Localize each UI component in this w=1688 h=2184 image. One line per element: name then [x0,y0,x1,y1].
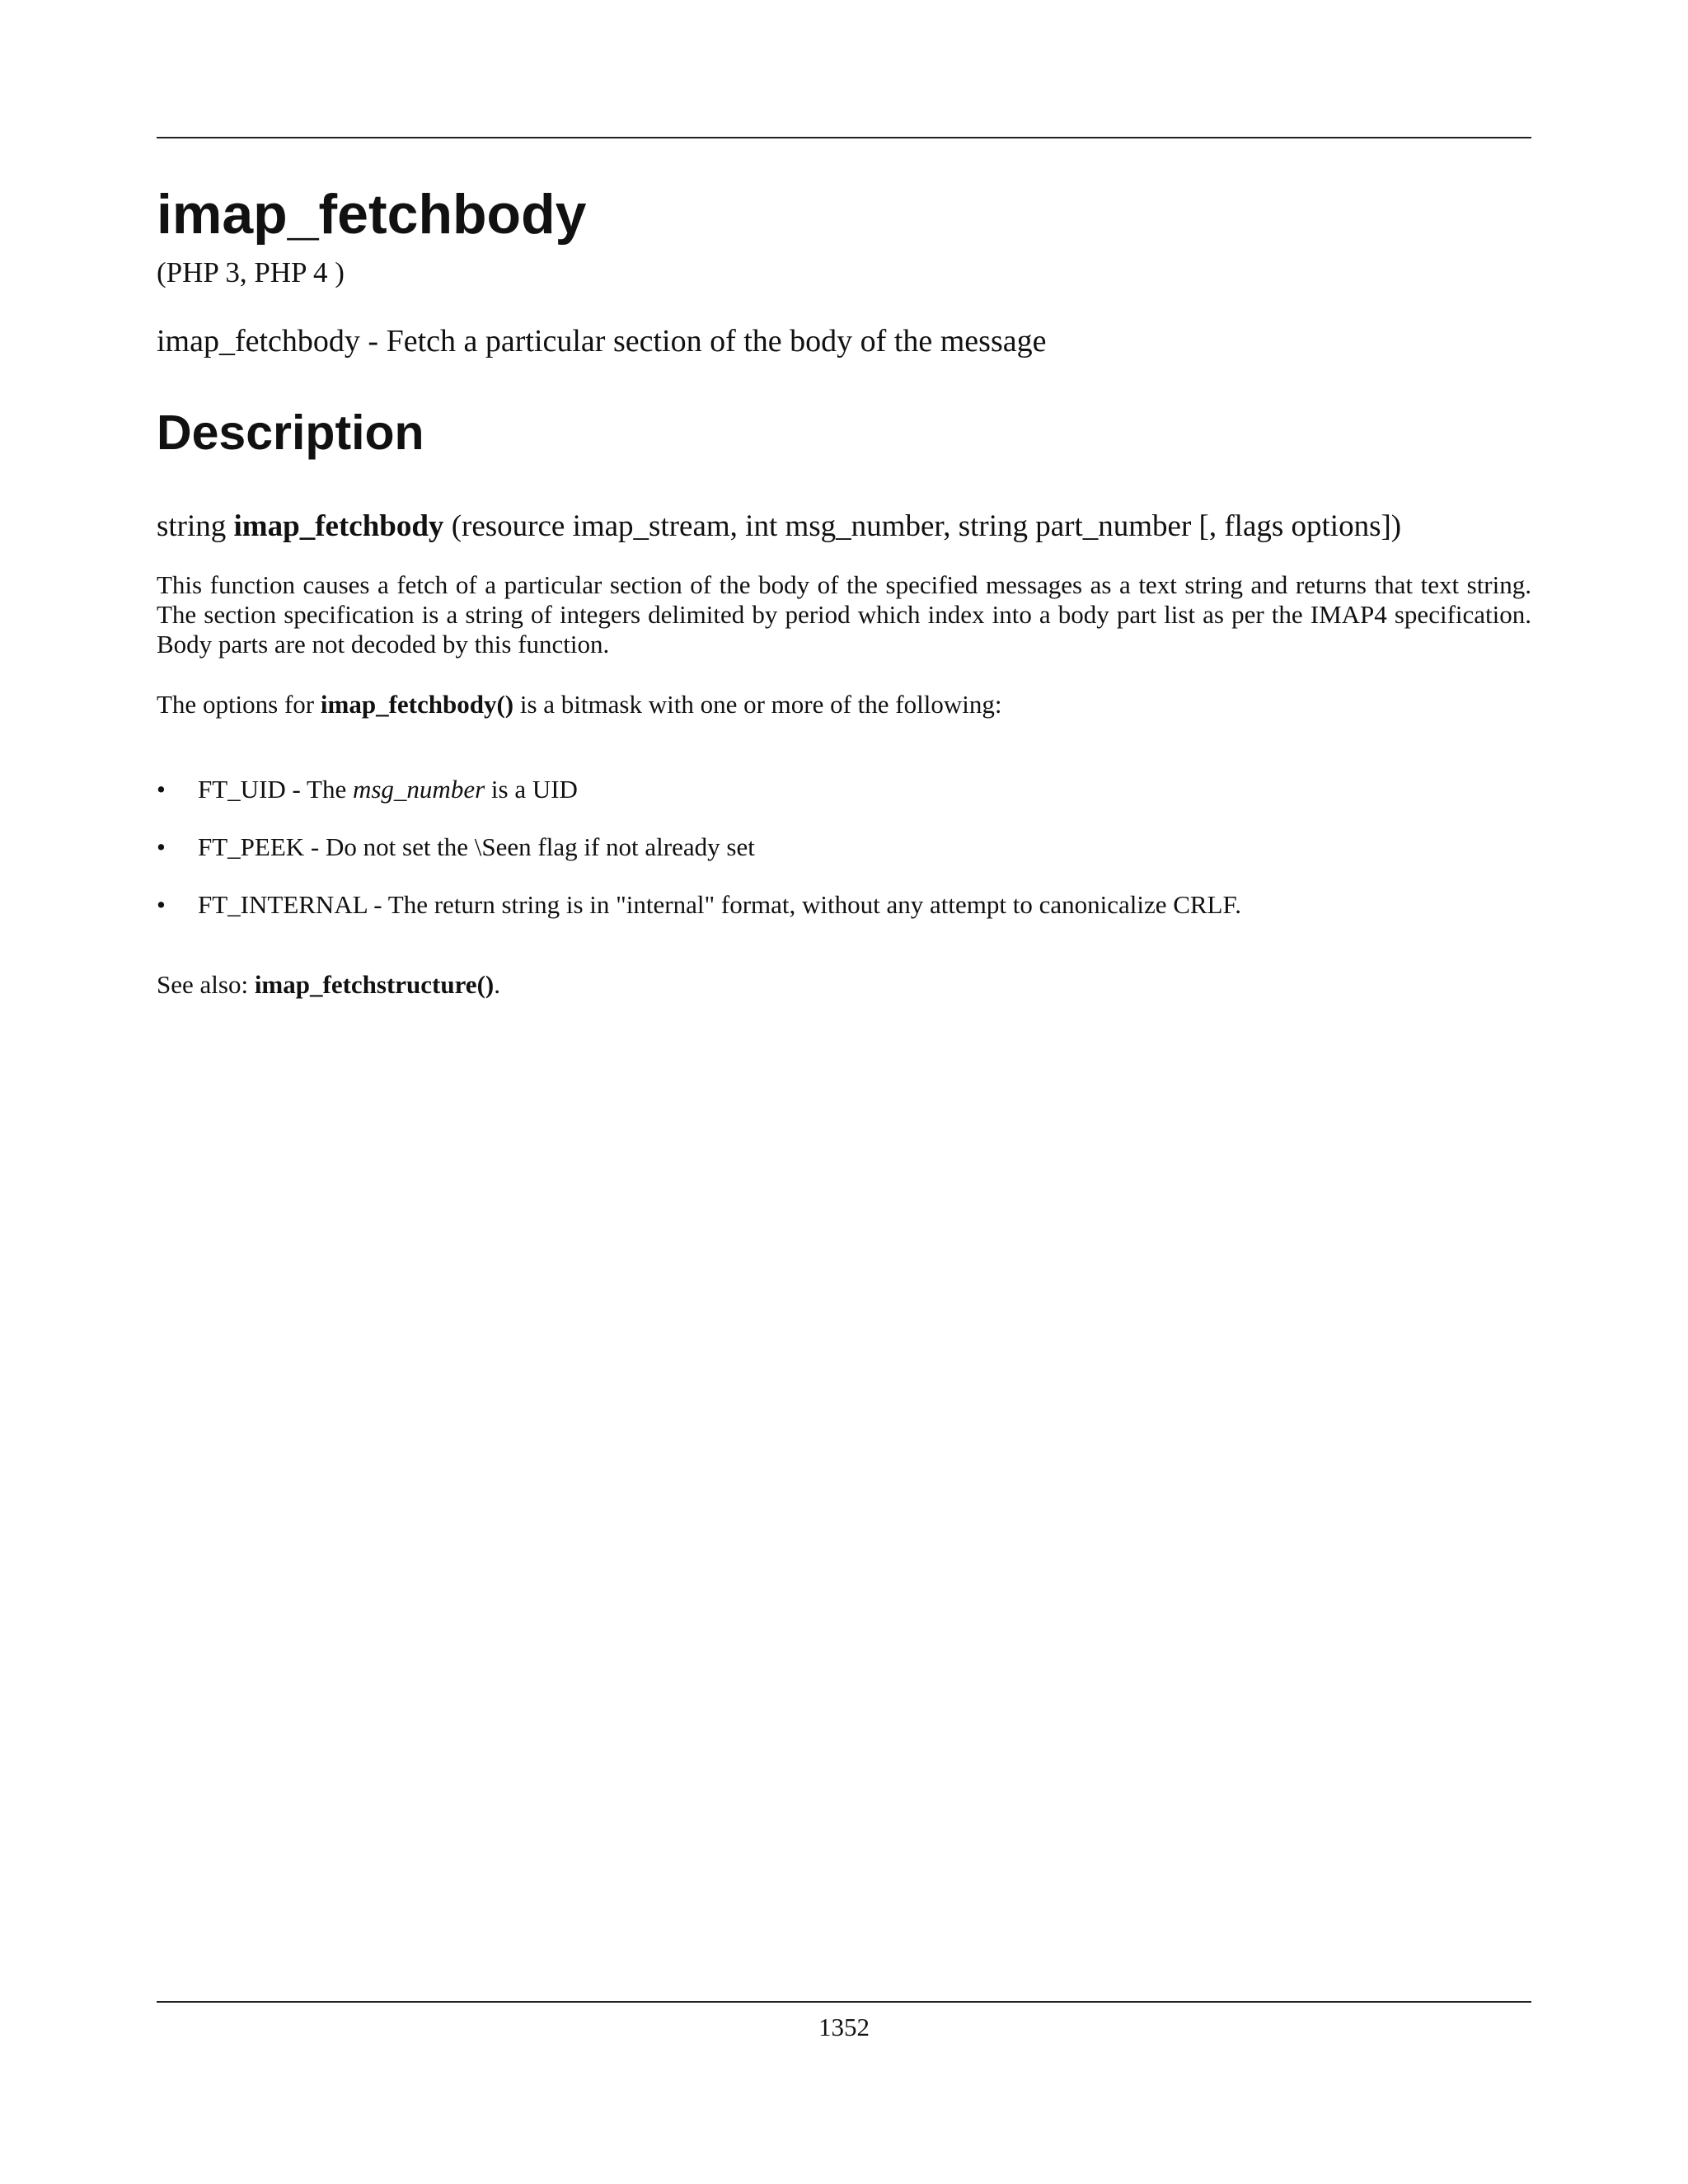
bottom-rule [157,2001,1531,2003]
options-intro-function: imap_fetchbody() [320,690,514,719]
bullet-icon: • [157,832,166,861]
list-item [157,890,1531,920]
option-ft-uid-parameter: msg_number [352,775,485,804]
see-also-period: . [494,970,500,999]
bullet-icon: • [157,890,166,919]
list-item [157,832,1531,862]
refname-purpose: imap_fetchbody - Fetch a particular section of the body of the message [157,324,1047,359]
options-intro-suffix: is a bitmask with one or more of the following: [519,690,1002,719]
options-intro-prefix: The options for [157,690,315,719]
description-heading: Description [157,405,424,460]
description-paragraph: This function causes a fetch of a particular section of the body of the specified messages as a text string and returns that text string. The section specification is a string of integers delimited by period which index into a body part list as per the IMAP4 specification. Body parts are not decoded by this function. [157,570,1531,658]
synopsis-params: (resource imap_stream, int msg_number, string part_number [, flags options]) [451,509,1402,543]
synopsis-return-type: string [157,509,227,543]
option-ft-uid-prefix: FT_UID - The [198,775,347,804]
options-intro-paragraph [157,690,1531,719]
option-ft-internal-text: FT_INTERNAL - The return string is in "internal" format, without any attempt to canonicalize CRLF. [198,890,1242,919]
function-synopsis [157,509,1401,545]
top-rule [157,137,1531,138]
option-ft-uid-suffix: is a UID [490,775,578,804]
page-number: 1352 [818,2013,870,2041]
php-versions: (PHP 3, PHP 4 ) [157,256,345,288]
synopsis-function-name: imap_fetchbody [233,509,444,543]
page-title: imap_fetchbody [157,183,587,246]
option-ft-peek-text: FT_PEEK - Do not set the \Seen flag if not already set [198,832,755,861]
options-list [157,775,1531,948]
see-also-label: See also: [157,970,249,999]
list-item [157,775,1531,804]
see-also [157,970,1531,1000]
see-also-function-link[interactable]: imap_fetchstructure() [254,970,495,999]
bullet-icon: • [157,775,166,804]
